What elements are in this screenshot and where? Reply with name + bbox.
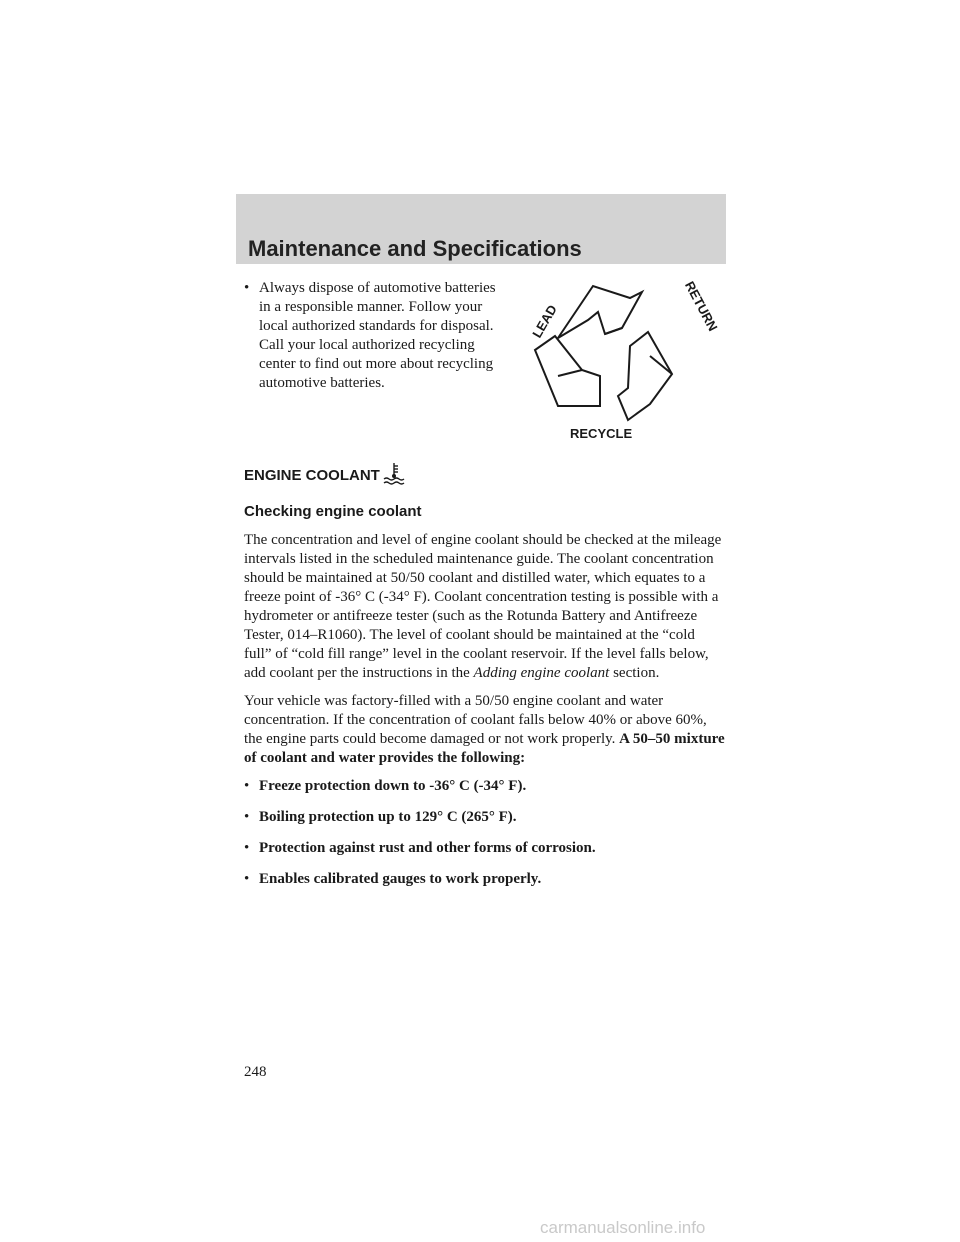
section-header-band [236, 194, 726, 264]
checking-engine-coolant-heading: Checking engine coolant [244, 503, 422, 520]
battery-disposal-bullet [244, 279, 504, 393]
coolant-paragraph-2: Your vehicle was factory-filled with a 50/50 engine coolant and water concentration. If the concentration of coolant falls below 40% or above 60%, the engine parts could become damaged or not work properly. A 50–50 mixture of coolant and water provides the following: [244, 693, 725, 766]
page-number: 248 [244, 1064, 267, 1080]
logo-recycle-text: RECYCLE [570, 426, 633, 441]
list-item: • Protection against rust and other forms of corrosion. [244, 840, 596, 856]
coolant-benefits-list [244, 777, 726, 889]
logo-lead-text: LEAD [529, 302, 560, 341]
logo-arrow-left [535, 336, 600, 406]
list-item: • Enables calibrated gauges to work properly. [244, 871, 542, 887]
watermark: carmanualsonline.info [540, 1218, 706, 1237]
coolant-paragraph-1: The concentration and level of engine coolant should be checked at the mileage intervals listed in the scheduled maintenance guide. The coolant concentration should be maintained at 50/50 coolant and distilled water, which equates to a freeze point of -36° C (-34° F). Coolant concentration testing is possible with a hydrometer or antifreeze tester (such as the Rotunda Battery and Antifreeze Tester, 014–R1060). The level of coolant should be maintained at the “cold full” of “cold fill range” level in the coolant reservoir. If the level falls below, add coolant per the instructions in the Adding engine coolant section. [244, 532, 722, 681]
logo-arrow-right [618, 332, 672, 420]
page-title: Maintenance and Specifications [248, 236, 582, 261]
logo-return-text: RETURN [681, 278, 721, 334]
coolant-temperature-icon [383, 461, 405, 485]
lead-recycle-logo [510, 276, 721, 448]
logo-arrow-top [558, 286, 642, 338]
adding-engine-coolant-reference: Adding engine coolant [473, 665, 610, 681]
battery-disposal-text: Always dispose of automotive batteries in a responsible manner. Follow your local authorized standards for disposal. Call your local authorized recycling center to find out more about recycling automotive batteries. [259, 280, 496, 391]
list-item: • Boiling protection up to 129° C (265° F). [244, 809, 517, 825]
coolant-mixture-lead: A 50–50 mixture of coolant and water provides the following: [244, 731, 725, 766]
list-item: • Freeze protection down to -36° C (-34° F). [244, 778, 527, 794]
engine-coolant-title: ENGINE COOLANT [244, 467, 380, 484]
bullet-dot: • [244, 280, 250, 296]
coolant-body [244, 531, 726, 901]
engine-coolant-heading [244, 461, 405, 485]
